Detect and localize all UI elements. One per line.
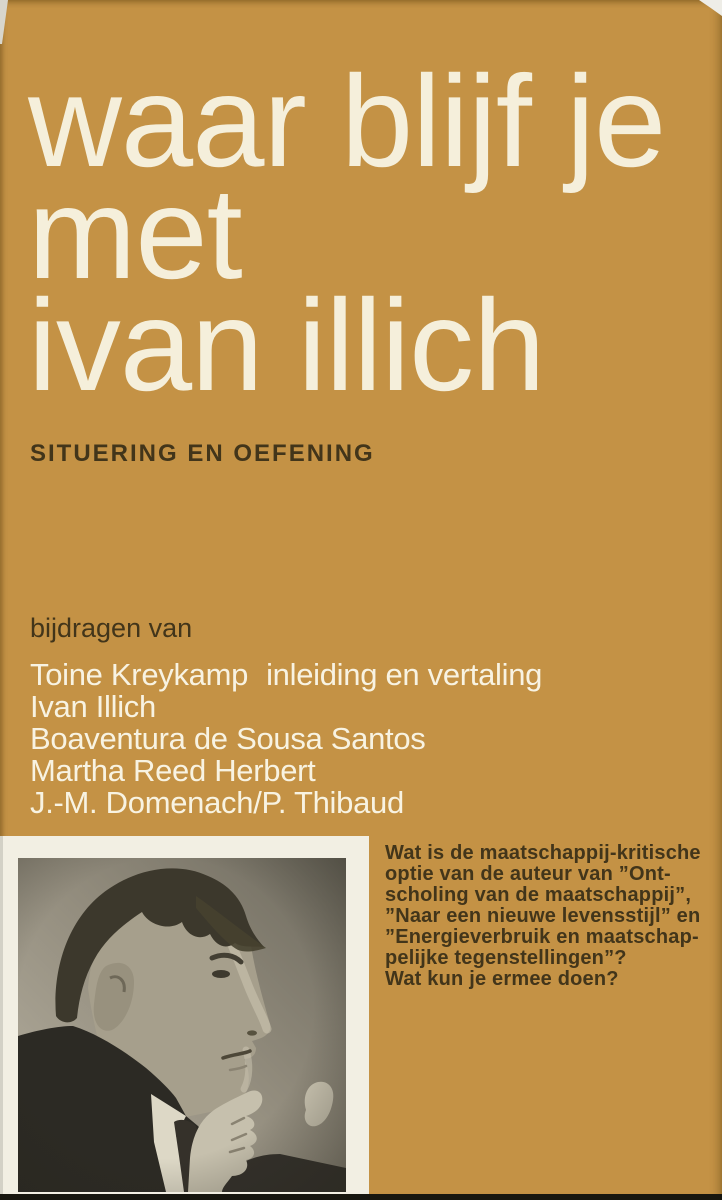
contributor-name: Martha Reed Herbert: [30, 753, 316, 788]
worn-corner-top-right: [694, 0, 722, 16]
contributor-row: [30, 755, 542, 787]
title-line: ivan illich: [28, 272, 545, 418]
illich-portrait-photo: [18, 858, 346, 1192]
scan-bottom-edge: [0, 1194, 722, 1200]
blurb-line: optie van de auteur van ”Ont-: [385, 863, 671, 885]
title-line: waar blijf je: [28, 48, 666, 194]
blurb-line: Wat is de maatschappij-kritische: [385, 842, 701, 864]
contributor-name: Toine Kreykamp: [30, 657, 249, 692]
contributor-row: [30, 691, 542, 723]
photo-vignette: [18, 858, 346, 1192]
contributors-list: [30, 659, 542, 819]
blurb-line: scholing van de maatschappij”,: [385, 884, 692, 906]
contributor-row: [30, 723, 542, 755]
illich-portrait-illustration: [18, 858, 346, 1192]
contributor-row: [30, 787, 542, 819]
blurb-line: ”Energieverbruik en maatschap-: [385, 926, 699, 948]
contributors-label: bijdragen van: [30, 613, 193, 643]
blurb-line: pelijke tegenstellingen”?: [385, 947, 627, 969]
worn-corner-top-left: [0, 0, 8, 44]
blurb-line: Wat kun je ermee doen?: [385, 968, 619, 990]
contributor-name: J.-M. Domenach/P. Thibaud: [30, 785, 404, 820]
title-line: met: [28, 160, 242, 306]
photo-frame: [0, 836, 369, 1200]
contributor-role: inleiding en vertaling: [266, 657, 543, 692]
subtitle: SITUERING EN OEFENING: [30, 440, 375, 467]
back-blurb: [385, 843, 717, 990]
contributor-name: Boaventura de Sousa Santos: [30, 721, 426, 756]
contributor-row: [30, 659, 542, 691]
contributor-name: Ivan Illich: [30, 689, 156, 724]
blurb-line: ”Naar een nieuwe levensstijl” en: [385, 905, 701, 927]
